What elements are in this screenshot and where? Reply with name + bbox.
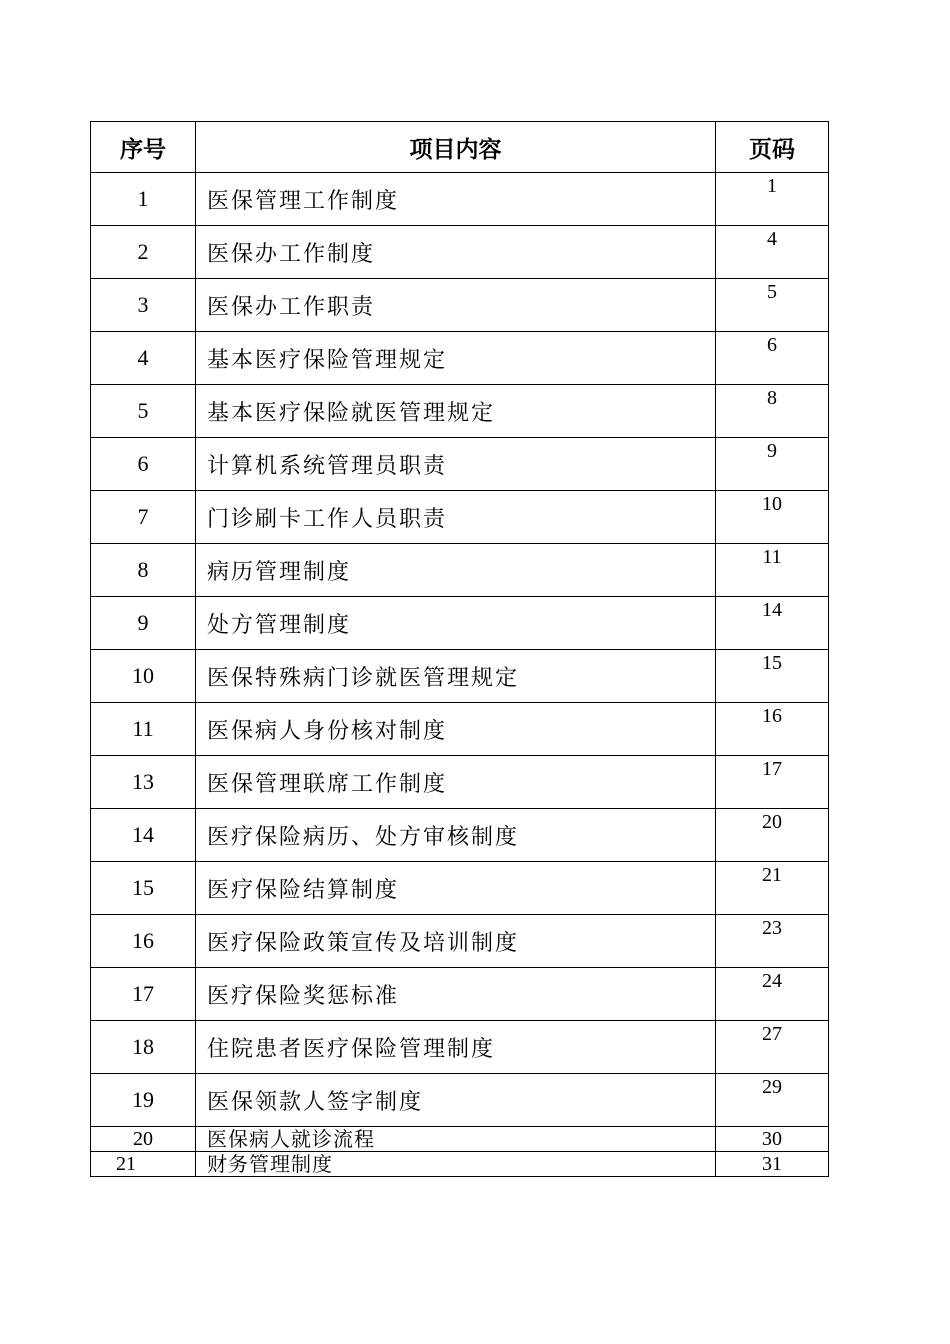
row-seq: 6: [91, 438, 196, 491]
row-page: 29: [716, 1074, 829, 1127]
table-row: [91, 756, 829, 809]
row-title: 医保特殊病门诊就医管理规定: [196, 650, 716, 703]
table-row: [91, 385, 829, 438]
row-title: 医疗保险奖惩标准: [196, 968, 716, 1021]
row-page: 4: [716, 226, 829, 279]
row-page: 27: [716, 1021, 829, 1074]
row-page: 11: [716, 544, 829, 597]
row-seq: 3: [91, 279, 196, 332]
row-seq: 5: [91, 385, 196, 438]
row-page: 30: [716, 1127, 829, 1152]
row-page: 15: [716, 650, 829, 703]
row-page: 14: [716, 597, 829, 650]
row-title: 医疗保险结算制度: [196, 862, 716, 915]
row-title: 住院患者医疗保险管理制度: [196, 1021, 716, 1074]
table-row: [91, 544, 829, 597]
table-row: [91, 438, 829, 491]
table-row: [91, 173, 829, 226]
row-title: 门诊刷卡工作人员职责: [196, 491, 716, 544]
row-page: 23: [716, 915, 829, 968]
row-title: 医保病人身份核对制度: [196, 703, 716, 756]
row-seq: 17: [91, 968, 196, 1021]
row-seq: 1: [91, 173, 196, 226]
row-seq: 21: [91, 1152, 196, 1177]
row-seq: 4: [91, 332, 196, 385]
row-seq: 9: [91, 597, 196, 650]
table-row: [91, 491, 829, 544]
table-row: [91, 862, 829, 915]
row-page: 5: [716, 279, 829, 332]
table-row: [91, 809, 829, 862]
row-title: 基本医疗保险就医管理规定: [196, 385, 716, 438]
row-title: 处方管理制度: [196, 597, 716, 650]
row-page: 9: [716, 438, 829, 491]
row-title: 病历管理制度: [196, 544, 716, 597]
row-seq: 13: [91, 756, 196, 809]
row-title: 医保管理联席工作制度: [196, 756, 716, 809]
row-title: 基本医疗保险管理规定: [196, 332, 716, 385]
row-seq: 20: [91, 1127, 196, 1152]
row-seq: 8: [91, 544, 196, 597]
table-row: [91, 915, 829, 968]
row-title: 医疗保险病历、处方审核制度: [196, 809, 716, 862]
row-seq: 7: [91, 491, 196, 544]
row-seq: 18: [91, 1021, 196, 1074]
row-page: 17: [716, 756, 829, 809]
toc-table: [90, 121, 829, 1177]
row-page: 20: [716, 809, 829, 862]
row-seq: 14: [91, 809, 196, 862]
row-title: 医疗保险政策宣传及培训制度: [196, 915, 716, 968]
header-seq: 序号: [91, 122, 196, 173]
row-title: 医保病人就诊流程: [196, 1127, 716, 1152]
table-row: [91, 1021, 829, 1074]
row-seq: 15: [91, 862, 196, 915]
table-row: [91, 279, 829, 332]
row-seq: 16: [91, 915, 196, 968]
table-row: [91, 1152, 829, 1177]
table-row: [91, 703, 829, 756]
row-page: 1: [716, 173, 829, 226]
row-seq: 10: [91, 650, 196, 703]
header-row: [91, 122, 829, 173]
header-content: 项目内容: [196, 122, 716, 173]
row-page: 16: [716, 703, 829, 756]
table-row: [91, 226, 829, 279]
header-page: 页码: [716, 122, 829, 173]
row-page: 10: [716, 491, 829, 544]
table-row: [91, 650, 829, 703]
table-row: [91, 968, 829, 1021]
table-row: [91, 1127, 829, 1152]
table-row: [91, 332, 829, 385]
row-page: 24: [716, 968, 829, 1021]
row-page: 8: [716, 385, 829, 438]
row-title: 医保办工作制度: [196, 226, 716, 279]
row-page: 31: [716, 1152, 829, 1177]
row-title: 医保办工作职责: [196, 279, 716, 332]
table-row: [91, 1074, 829, 1127]
row-page: 21: [716, 862, 829, 915]
row-seq: 19: [91, 1074, 196, 1127]
table-row: [91, 597, 829, 650]
row-seq: 2: [91, 226, 196, 279]
row-title: 医保领款人签字制度: [196, 1074, 716, 1127]
row-seq: 11: [91, 703, 196, 756]
row-title: 计算机系统管理员职责: [196, 438, 716, 491]
row-title: 财务管理制度: [196, 1152, 716, 1177]
row-page: 6: [716, 332, 829, 385]
row-title: 医保管理工作制度: [196, 173, 716, 226]
